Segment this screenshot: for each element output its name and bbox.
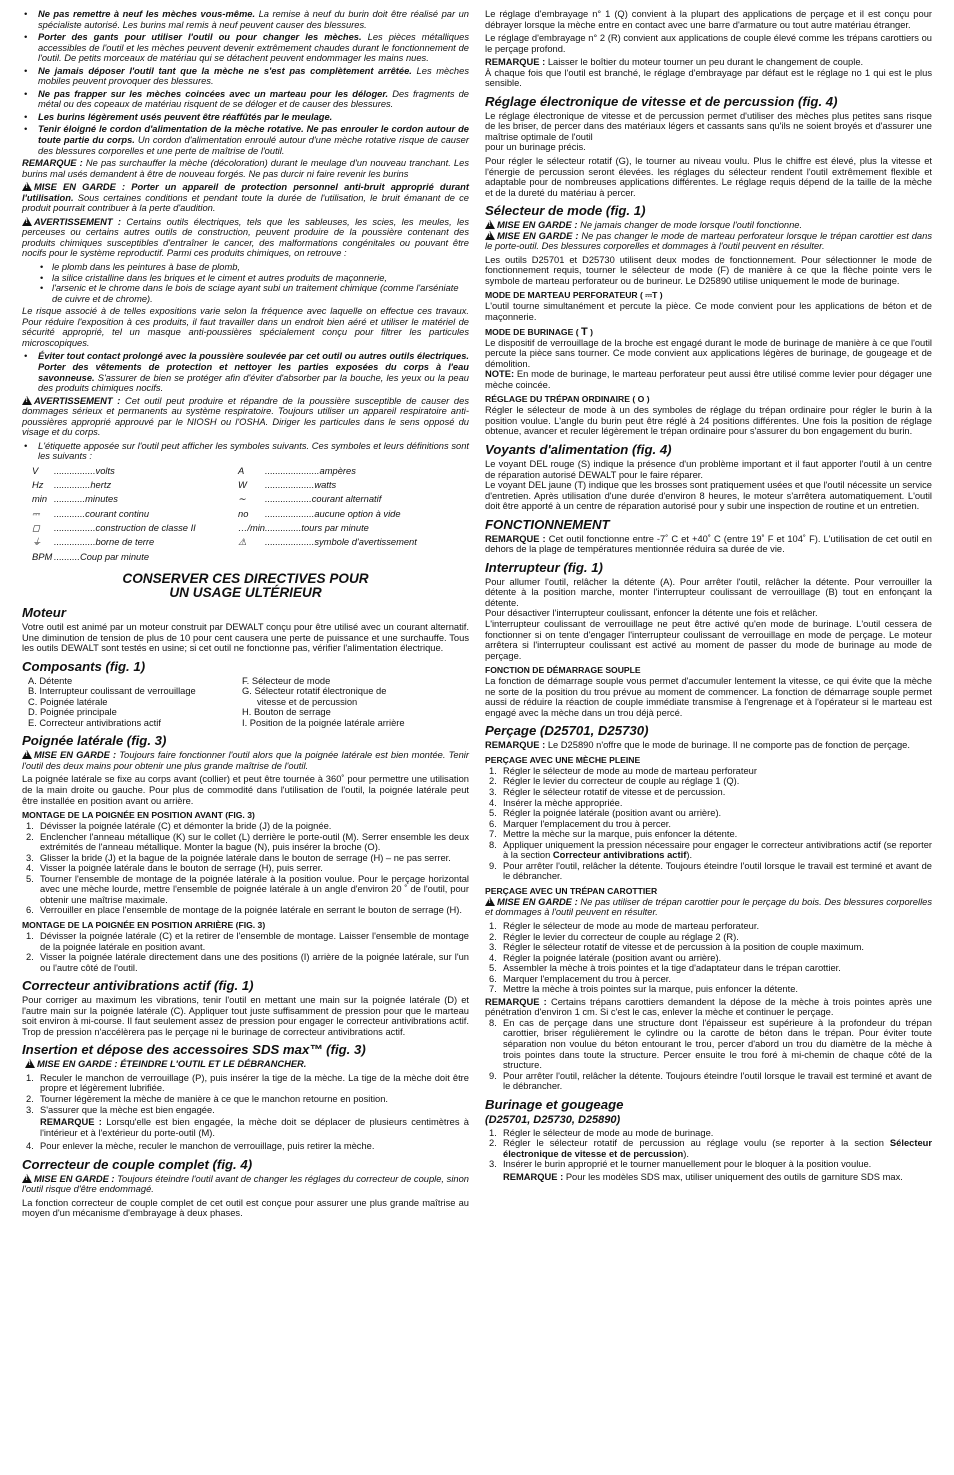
table-row: D. Poignée principale H. Bouton de serrage bbox=[28, 707, 331, 718]
paragraph: Le voyant DEL jaune (T) indique que les brosses sont pratiquement usées et que l'outil nécessite un service d'entretien. Après utilisation d'une durée d'environ 8 heures, le moteur s'arrêtera automatiquement. L'outil doit être apporté à un centre de réparation autorisé pour y subir une inspection de routine et un entretien. bbox=[485, 480, 932, 512]
paragraph: L'outil tourne simultanément et percute la pièce. Ce mode convient pour les applications de béton et de maçonnerie. bbox=[485, 301, 932, 323]
warning-triangle-icon bbox=[485, 231, 495, 240]
bullet-item: • Éviter tout contact prolongé avec la poussière soulevée par cet outil ou autres outils électriques. Porter des vêtements de protection et nettoyer les parties exposées du corps à l'eau savonneuse. S'assurer de bien se protéger afin d'éviter d'absorber par la bouche, les yeux ou la peau des produits chimiques nocifs. bbox=[22, 351, 469, 393]
list-item: • la silice cristalline dans les briques et le ciment et autres produits de maçonnerie, bbox=[40, 273, 469, 284]
bullet-item: • Porter des gants pour utiliser l'outil ou pour changer les mèches. Les pièces métalliques accessibles de l'outil et les mèches peuvent devenir extrêmement chaudes durant le fonctionnement de l'outil. De petits morceaux de matériau qui se détachent peuvent endommager les mains nues. bbox=[22, 32, 469, 64]
numbered-list bbox=[485, 921, 932, 995]
warning-triangle-icon bbox=[485, 220, 495, 229]
list-item: • l'arsenic et le chrome dans le bois de sciage ayant subi un traitement chimique (comme l'arséniate de cuivre et de chrome). bbox=[40, 283, 469, 304]
paragraph: Pour corriger au maximum les vibrations, tenir l'outil en mettant une main sur la poignée latérale (D) et l'autre main sur la poignée latérale (C). Appliquer tout juste suffisamment de pression pour que le marteau soit environ à mi-course. Il faut seulement assez de pression pour engager le correcteur antivibrations actif. Trop de pression n'accélèrera pas le perçage ni le burinage de correcteur antivibrations actif. bbox=[22, 995, 469, 1037]
paragraph: Le réglage d'embrayage n° 2 (R) convient aux applications de couple élevé comme les trépans carottiers ou le perçage profond. bbox=[485, 33, 932, 54]
bullet-item: • Ne pas frapper sur les mèches coincées avec un marteau pour les déloger. Des fragments de métal ou des copeaux de matériau risquent de se déloger et de causer des blessures. bbox=[22, 89, 469, 110]
section-heading: Poignée latérale (fig. 3) bbox=[22, 733, 167, 749]
subsection-heading: MODE DE BURINAGE ( T ) bbox=[485, 325, 593, 338]
chisel-icon: T bbox=[580, 325, 588, 338]
respiratory-warning: !AVERTISSEMENT : Cet outil peut produire et répandre de la poussière susceptible de causer des dommages sérieux et permanents au système respiratoire. Toujours utiliser un appareil respiratoire anti-poussières approprié approuvé par le NIOSH ou l'OSHA. Diriger les particules dans le sens opposé du visage et du corps. bbox=[22, 396, 469, 438]
bullet-item: • Tenir éloigné le cordon d'alimentation de la mèche rotative. Ne pas enrouler le cordon autour de toute partie du corps. Un cordon d'alimentation enroulé autour d'une mèche rotative risque de causer des blessures corporelles et une perte de maîtrise de l'outil. bbox=[22, 124, 469, 156]
list-item: 2. Régler le levier du correcteur de couple au réglage 2 (R). bbox=[489, 931, 739, 942]
noise-warning: !MISE EN GARDE : Porter un appareil de protection personnel anti-bruit approprié durant l'utilisation. Sous certaines conditions et pendant toute la durée de l'utilisation, le bruit émanant de ce produit pourrait contribuer à la perte d'audition. bbox=[22, 182, 469, 214]
list-item: 7. Mettre la mèche à trois pointes sur la marque, puis enfoncer la détente. bbox=[489, 984, 799, 995]
mode-warning: !MISE EN GARDE : Ne pas changer le mode de marteau perforateur lorsque le trépan carottier est dans le porte-outil. Des blessures corporelles et dommages à l'outil peuvent en résulter. bbox=[485, 231, 932, 252]
list-item: 2. Enclencher l'anneau métallique (K) sur le collet (L) derrière le porte-outil (M). Serrer ensemble les deux extrémités de l'anneau métallique. Monter la bague (N), puis insérer la broche (O). bbox=[26, 831, 469, 853]
section-heading: Composants (fig. 1) bbox=[22, 658, 146, 674]
list-item: 2. Régler le sélecteur rotatif de percussion au réglage voulu (se reporter à la section Sélecteur électronique de vitesse et de percussion). bbox=[489, 1138, 932, 1159]
list-item: 3. S'assurer que la mèche est bien engagée. bbox=[26, 1104, 215, 1115]
subsection-heading: MONTAGE DE LA POIGNÉE EN POSITION AVANT (FIG. 3) bbox=[22, 810, 255, 821]
paragraph: La poignée latérale se fixe au corps avant (collier) et peut être tournée à 360˚ pour permettre une utilisation de la main droite ou gauche. Pour plus de commodité dans l'utilisation de l'outil, la poignée latérale peut être installée en position avant ou arrière. bbox=[22, 774, 469, 806]
warning-triangle-icon bbox=[22, 396, 32, 405]
paragraph: Pour désactiver l'interrupteur coulissant, enfoncer la détente une fois et relâcher. bbox=[485, 608, 818, 619]
section-heading: Correcteur de couple complet (fig. 4) bbox=[22, 1156, 253, 1172]
numbered-list bbox=[22, 821, 469, 916]
list-item: 3. Glisser la bride (J) et la bague de la poignée latérale dans le bouton de serrage (H) – ne pas serrer. bbox=[26, 852, 451, 863]
list-item: 1. Reculer le manchon de verrouillage (P), puis insérer la tige de la mèche. La tige de la mèche doit être propre et légèrement lubrifiée. bbox=[26, 1072, 469, 1094]
list-item: 5. Assembler la mèche à trois pointes et la tige d'adaptateur dans le trépan carottier. bbox=[489, 963, 841, 974]
list-item: 4. Insérer la mèche appropriée. bbox=[489, 797, 623, 808]
paragraph: Pour régler le sélecteur rotatif (G), le tourner au niveau voulu. Plus le chiffre est élevé, plus la vitesse et l'énergie de percussion seront élevées. les réglages du sélecteur rendent l'outil extrêmement flexible et adaptable pour de nombreuses applications différentes. Le réglage requis dépend de la taille de la mèche et de la dureté du matériau à percer. bbox=[485, 156, 932, 198]
subsection-heading: PERÇAGE AVEC UNE MÈCHE PLEINE bbox=[485, 754, 641, 765]
table-row: ◻ ................construction de classe II …/min ..............tours par minute bbox=[32, 522, 369, 533]
list-item: • le plomb dans les peintures à base de plomb, bbox=[40, 262, 469, 273]
remarque-paragraph: REMARQUE : Lorsqu'elle est bien engagée, la mèche doit se déplacer de plusieurs centimètres à l'intérieur et à l'extérieur du porte-outil (M). bbox=[40, 1117, 469, 1138]
section-heading: FONCTIONNEMENT bbox=[485, 516, 610, 532]
list-item: 1. Régler le sélecteur de mode au mode de burinage. bbox=[489, 1127, 714, 1138]
chemical-list bbox=[22, 262, 469, 304]
section-heading: Burinage et gougeage bbox=[485, 1096, 624, 1112]
hammer-drill-icon: ⎓T bbox=[645, 290, 658, 301]
chemical-warning: !AVERTISSEMENT : Certains outils électriques, tels que les sableuses, les scies, les meules, les perceuses ou certains autres outils de construction, peuvent produire de la poussière contenant des produits chimiques susceptibles d'entraîner le cancer, des malformations congénitales ou pouvant être nocifs pour le système reproductif. Parmi ces produits chimiques, on retrouve : bbox=[22, 217, 469, 259]
list-item: 4. Régler la poignée latérale (position avant ou arrière). bbox=[489, 952, 722, 963]
table-row: B. Interrupteur coulissant de verrouillage G. Sélecteur rotatif électronique de bbox=[28, 686, 387, 697]
section-heading: Correcteur antivibrations actif (fig. 1) bbox=[22, 978, 254, 994]
list-item: 1. Régler le sélecteur de mode au mode de marteau perforateur. bbox=[489, 921, 760, 931]
paragraph: Régler le sélecteur de mode à un des symboles de réglage du trépan ordinaire pour régler le burin à la position voulue. L'angle du burin peut être réglé à 24 positions différentes. Une fois la position de réglage obtenue, avancer et reculer légèrement le trépan ordinaire pour s'assurer du bon engagement du burin. bbox=[485, 405, 932, 437]
paragraph: À chaque fois que l'outil est branché, le réglage d'embrayage par défaut est le réglage no 1 qui est le plus sensible. bbox=[485, 67, 932, 89]
warning-triangle-icon bbox=[22, 217, 32, 226]
paragraph: La fonction correcteur de couple complet de cet outil est conçue pour assurer une plus grande maîtrise au moyen d'un mécanisme d'embrayage à deux phases. bbox=[22, 1197, 469, 1219]
list-item: 2. Visser la poignée latérale directement dans une des positions (I) arrière de la poignée latérale, sur l'un ou l'autre côté de l'outil. bbox=[26, 952, 469, 973]
numbered-list bbox=[22, 931, 469, 973]
list-item: 1. Dévisser la poignée latérale (C) et la retirer de l'ensemble de montage. Laisser l'ensemble de montage de la poignée latérale en position avant. bbox=[26, 930, 469, 952]
subsection-heading: RÉGLAGE DU TRÉPAN ORDINAIRE ( O ) bbox=[485, 394, 650, 405]
section-heading: Insertion et dépose des accessoires SDS max™ (fig. 3) bbox=[22, 1042, 366, 1058]
list-item: 8. Appliquer uniquement la pression nécessaire pour engager le correcteur antivibrations actif (se reporter à la section Correcteur antivibrations actif). bbox=[489, 839, 932, 861]
section-heading: Interrupteur (fig. 1) bbox=[485, 559, 603, 575]
list-item: 4. Pour enlever la mèche, reculer le manchon de verrouillage, puis retirer la mèche. bbox=[26, 1141, 375, 1152]
table-row: BPM ..........Coup par minute bbox=[32, 551, 150, 562]
section-heading: Voyants d'alimentation (fig. 4) bbox=[485, 441, 672, 457]
subsection-heading: MONTAGE DE LA POIGNÉE EN POSITION ARRIÈRE (FIG. 3) bbox=[22, 919, 266, 930]
list-item: 8. En cas de perçage dans une structure dont l'épaisseur est supérieure à la profondeur du trépan carottier, briser régulièrement le cylindre ou la carotte de béton dans le trépan. Pour éviter toute séparation non voulue du béton entourant le trou, percer d'abord un trou du diamètre de la mèche à trois pointes dans toute la structure. Percer ensuite le trou foré à mi-chemin de chaque côté de la structure. bbox=[489, 1017, 932, 1071]
list-item: 5. Régler la poignée latérale (position avant ou arrière). bbox=[489, 808, 722, 819]
bullet-item: • L'étiquette apposée sur l'outil peut afficher les symboles suivants. Ces symboles et leurs définitions sont les suivants : bbox=[22, 441, 469, 462]
section-subheading: (D25701, D25730, D25890) bbox=[485, 1113, 621, 1126]
table-row: C. Poignée latérale vitesse et de percussion bbox=[28, 696, 358, 707]
safety-bullets bbox=[22, 9, 469, 156]
list-item: 1. Régler le sélecteur de mode au mode de marteau perforateur bbox=[489, 765, 757, 776]
numbered-list bbox=[22, 1073, 469, 1115]
paragraph: Le réglage d'embrayage n° 1 (Q) convient à la plupart des applications de perçage et il est conçu pour débrayer lorsque la mèche entre en contact avec une barre d'armature ou tout autre matériau étranger. bbox=[485, 9, 932, 30]
numbered-list bbox=[22, 1141, 469, 1152]
right-column bbox=[485, 9, 932, 1185]
bullet-item: • Ne jamais déposer l'outil tant que la mèche ne s'est pas complètement arrêtée. Les mèches mobiles peuvent provoquer des blessures. bbox=[22, 66, 469, 87]
paragraph: L'interrupteur coulissant de verrouillage ne peut être activé qu'en mode de burinage. L'outil cessera de fonctionner si on tente d'engager l'interrupteur coulissant de verrouillage en mode de perçage. Le moteur arrêtera si l'interrupteur coulissant est activé au moment de passer du mode de burinage au mode de perçage. bbox=[485, 618, 932, 661]
list-item: 9. Pour arrêter l'outil, relâcher la détente. Toujours éteindre l'outil lorsque le travail est terminé et avant de le débrancher. bbox=[489, 1070, 932, 1092]
insertion-warning: !MISE EN GARDE : ÉTEINDRE L'OUTIL ET LE DÉBRANCHER. bbox=[25, 1059, 469, 1070]
symbols-table bbox=[32, 464, 417, 564]
rotation-icon: O bbox=[637, 394, 645, 405]
mode-warning: !MISE EN GARDE : Ne jamais changer de mode lorsque l'outil fonctionne. bbox=[485, 220, 932, 231]
remarque-paragraph: REMARQUE : Cet outil fonctionne entre -7˚ C et +40˚ C (entre 19˚ F et 104˚ F). L'utilisation de cet outil en dehors de la plage de températures mentionnée réduira sa durée de vie. bbox=[485, 533, 932, 555]
bullet-item: • Les burins légèrement usés peuvent être réaffûtés par le meulage. bbox=[22, 112, 469, 123]
paragraph: Pour allumer l'outil, relâcher la détente (A). Pour arrêter l'outil, relâcher la détente. Pour verrouiller la détente à la position marche, monter l'interrupteur coulissant de verrouillage (B) tout en enfonçant la détente. bbox=[485, 576, 932, 608]
table-row: ⏚ ................borne de terre ⚠ ...................symbole d'avertissement bbox=[32, 537, 417, 548]
remarque-paragraph: REMARQUE : Laisser le boîtier du moteur tourner un peu durant le changement de couple. bbox=[485, 57, 864, 68]
list-item: 6. Marquer l'emplacement du trou à percer. bbox=[489, 818, 671, 829]
subsection-heading: FONCTION DE DÉMARRAGE SOUPLE bbox=[485, 665, 641, 676]
list-item: 3. Insérer le burin approprié et le tourner manuellement pour le bloquer à la position voulue. bbox=[489, 1159, 872, 1170]
paragraph: Le dispositif de verrouillage de la broche est engagé durant le mode de burinage de manière à ce que l'outil percute la pièce sans tourner. Ce mode convient aux applications légères de burinage, de gougeage et de démolition. bbox=[485, 337, 932, 369]
remarque-paragraph: REMARQUE : Certains trépans carottiers demandent la dépose de la mèche à trois pointes après une pénétration d'environ 1 cm. Si c'est le cas, enlever la mèche et continuer le perçage. bbox=[485, 996, 932, 1018]
table-row: V ................volts A .....................ampères bbox=[32, 465, 356, 476]
paragraph: Votre outil est animé par un moteur construit par DEWALT conçu pour être utilisé avec un courant alternatif. Une diminution de tension de plus de 10 pour cent causera une perte de puissance et une surchauffe. Tous les outils DEWALT sont testés en usine; si cet outil ne fonctionne pas, vérifier l'alimentation électrique. bbox=[22, 621, 469, 654]
list-item: 9. Pour arrêter l'outil, relâcher la détente. Toujours éteindre l'outil lorsque le travail est terminé et avant de le débrancher. bbox=[489, 860, 932, 882]
warning-triangle-icon bbox=[22, 1174, 32, 1183]
table-row: E. Correcteur antivibrations actif I. Position de la poignée latérale arrière bbox=[28, 717, 405, 728]
numbered-list bbox=[485, 766, 932, 882]
section-heading: Perçage (D25701, D25730) bbox=[485, 723, 649, 739]
list-item: 4. Visser la poignée latérale dans le bouton de serrage (H), puis serrer. bbox=[26, 863, 323, 874]
list-item: 2. Régler le levier du correcteur de couple au réglage 1 (Q). bbox=[489, 776, 740, 787]
left-column bbox=[22, 9, 469, 1222]
warning-triangle-icon bbox=[22, 750, 32, 759]
numbered-list bbox=[485, 1018, 932, 1092]
paragraph: La fonction de démarrage souple vous permet d'accumuler lentement la vitesse, ce qui évite que la mèche ne sorte de la position du trou prévue au moment de commencer. La fonction de démarrage souple permet aussi de réduire la réaction de couple immédiate transmise à l'engrenage et à l'opérateur si le marteau est engagé avec la mèche dans un trou déjà percé. bbox=[485, 676, 932, 718]
paragraph: Les outils D25701 et D25730 utilisent deux modes de fonctionnement. Pour sélectionner le mode de fonctionnement requis, tourner le sélecteur de mode (F) de manière à ce que la flèche pointe vers le symbole de marteau perforateur ou de burineur. Le D25890 utilise uniquement le mode de burinage. bbox=[485, 254, 932, 286]
table-row: ⎓ ............courant continu no ...................aucune option à vide bbox=[32, 508, 401, 519]
list-item: 1. Dévisser la poignée latérale (C) et démonter la bride (J) de la poignée. bbox=[26, 821, 332, 832]
list-item: 3. Régler le sélecteur rotatif de vitesse et de percussion. bbox=[489, 786, 726, 797]
warning-triangle-icon bbox=[485, 897, 495, 906]
subsection-heading: MODE DE MARTEAU PERFORATEUR ( ⎓T ) bbox=[485, 290, 663, 301]
list-item: 2. Tourner légèrement la mèche de manière à ce que le manchon retourne en position. bbox=[26, 1094, 389, 1104]
remarque-paragraph: REMARQUE : Ne pas surchauffer la mèche (décoloration) durant le meulage d'un nouveau tranchant. Les burins mal usés demandent à être de nouveau forgés. Ne pas durcir ni faire revenir les burins bbox=[22, 158, 469, 179]
core-bit-warning: !MISE EN GARDE : Ne pas utiliser de trépan carottier pour le perçage du bois. Des blessures corporelles et dommages à l'outil peuvent en résulter. bbox=[485, 897, 932, 918]
section-heading: Moteur bbox=[22, 604, 66, 620]
list-item: 5. Tourner l'ensemble de montage de la poignée latérale à la position voulue. Pour le perçage horizontal avec une mèche lourde, mettre l'ensemble de poignée latérale à un angle d'environ 20 ˚ de l'outil, pour obtenir une maîtrise maximale. bbox=[26, 873, 469, 905]
list-item: 7. Mettre la mèche sur la marque, puis enfoncer la détente. bbox=[489, 829, 738, 840]
subsection-heading: PERÇAGE AVEC UN TRÉPAN CAROTTIER bbox=[485, 885, 658, 896]
side-handle-warning: !MISE EN GARDE : Toujours faire fonctionner l'outil alors que la poignée latérale est bien montée. Tenir l'outil des deux mains pour obtenir une plus grande maîtrise de l'outil. bbox=[22, 750, 469, 771]
bullet-item: • Ne pas remettre à neuf les mèches vous-même. La remise à neuf du burin doit être réalisé par un spécialiste autorisé. Les burins mal remis à neuf peuvent causer des blessures. bbox=[22, 9, 469, 30]
paragraph: Le réglage électronique de vitesse et de percussion permet d'utiliser des mèches plus petites sans risque de les briser, de percer dans des matériaux légers et cassants sans qu'ils ne soient broyés et d'assurer une maîtrise optimale de l'outil bbox=[485, 110, 932, 142]
section-heading: Sélecteur de mode (fig. 1) bbox=[485, 203, 646, 219]
torque-warning: !MISE EN GARDE : Toujours éteindre l'outil avant de changer les réglages du correcteur de couple, sinon l'outil risque d'être endommagé. bbox=[22, 1174, 469, 1195]
risk-paragraph: Le risque associé à de telles expositions varie selon la fréquence avec laquelle on effectue ces travaux. Pour réduire l'exposition à ces produits, il faut travailler dans un endroit bien aéré et utiliser le matériel de sécurité approprié, tel un masque anti-poussières spécialement conçu pour filtrer les particules microscopiques. bbox=[22, 306, 469, 348]
section-heading: Réglage électronique de vitesse et de percussion (fig. 4) bbox=[485, 93, 838, 109]
warning-triangle-icon bbox=[25, 1059, 35, 1068]
list-item: 3. Régler le sélecteur rotatif de vitesse et de percussion à la position de couple maximum. bbox=[489, 942, 864, 953]
table-row: min ............minutes ∼ ..................courant alternatif bbox=[32, 494, 382, 505]
paragraph: Le voyant DEL rouge (S) indique la présence d'un problème important et il faut apporter l'outil à un centre de réparation autorisé DEWALT pour le faire réparer. bbox=[485, 458, 932, 480]
note-paragraph: NOTE: En mode de burinage, le marteau perforateur peut aussi être utilisé comme levier pour dégager une mèche coincée. bbox=[485, 369, 932, 390]
warning-triangle-icon bbox=[22, 182, 32, 191]
dust-bullet bbox=[22, 351, 469, 393]
list-item: 6. Marquer l'emplacement du trou à percer. bbox=[489, 973, 671, 984]
components-table bbox=[28, 676, 405, 729]
keep-instructions-heading: CONSERVER CES DIRECTIVES POUR UN USAGE ULTÉRIEUR bbox=[122, 570, 369, 600]
paragraph: pour un burinage précis. bbox=[485, 142, 586, 153]
remarque-paragraph: REMARQUE : Le D25890 n'offre que le mode de burinage. Il ne comporte pas de fonction de perçage. bbox=[485, 740, 910, 751]
list-item: 6. Verrouiller en place l'ensemble de montage de la poignée latérale en serrant le bouton de serrage (H). bbox=[26, 905, 462, 916]
table-row: Hz ..............hertz W ...................watts bbox=[32, 480, 337, 491]
label-bullet bbox=[22, 441, 469, 462]
numbered-list bbox=[485, 1128, 932, 1170]
remarque-paragraph: REMARQUE : Pour les modèles SDS max, utiliser uniquement des outils de garniture SDS max. bbox=[503, 1171, 903, 1182]
table-row: A. Détente F. Sélecteur de mode bbox=[28, 675, 331, 686]
